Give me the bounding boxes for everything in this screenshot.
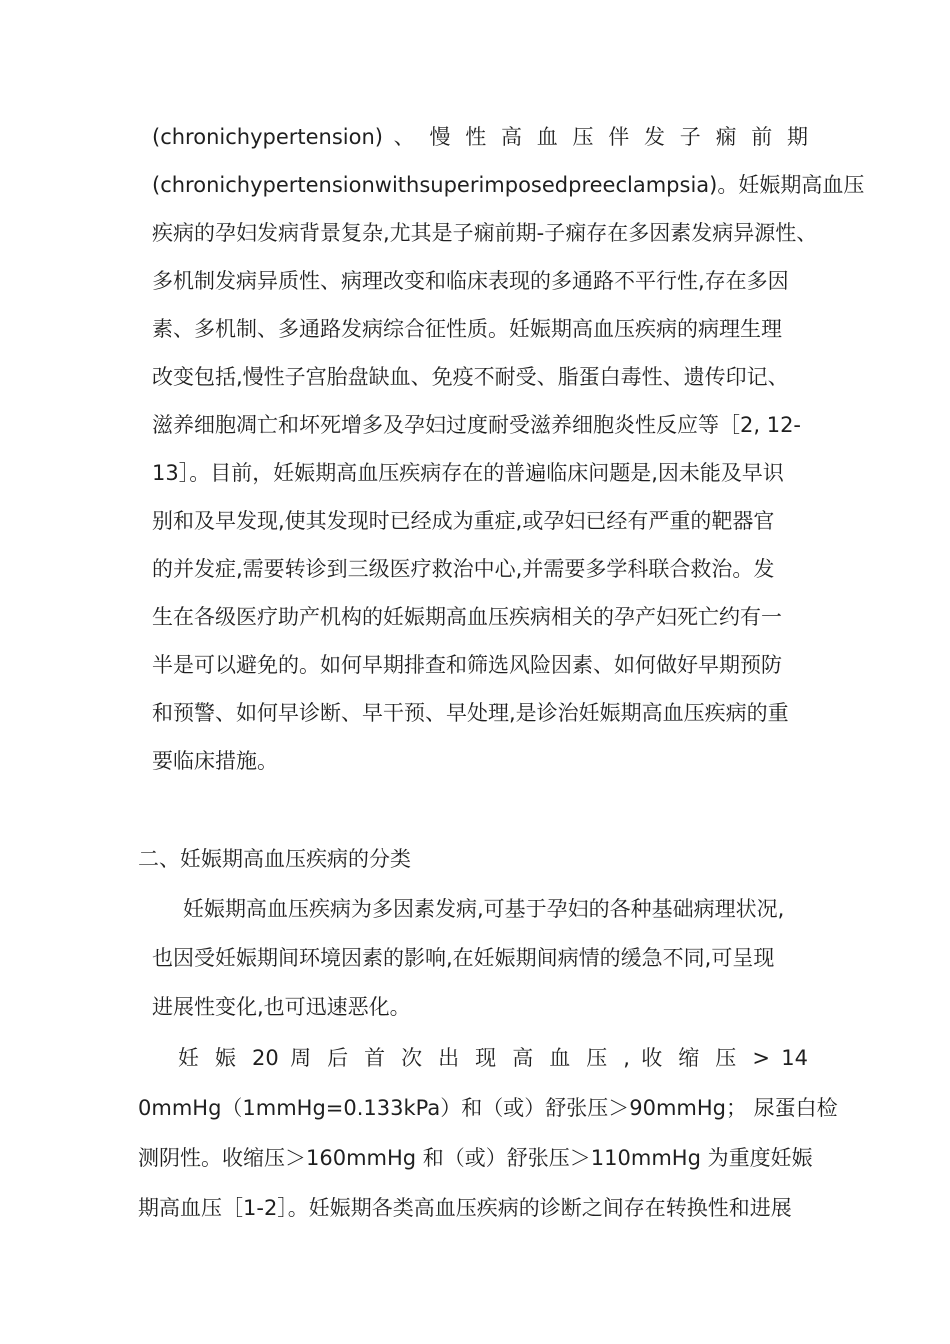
paragraph-1-line-2: (chronichypertensionwithsuperimposedpreeclampsia)。妊娠期高血压	[152, 173, 865, 197]
paragraph-3-line-4: 期高血压［1-2］。妊娠期各类高血压疾病的诊断之间存在转换性和进展	[138, 1196, 792, 1220]
section-heading: 二、妊娠期高血压疾病的分类	[138, 847, 411, 871]
paragraph-1-line-4: 多机制发病异质性、病理改变和临床表现的多通路不平行性,存在多因	[152, 269, 789, 293]
paragraph-1-line-8: 13］。目前，妊娠期高血压疾病存在的普遍临床问题是,因未能及早识	[152, 461, 784, 485]
paragraph-1-line-9: 别和及早发现,使其发现时已经成为重症,或孕妇已经有严重的靶器官	[152, 509, 775, 533]
paragraph-1-line-6: 改变包括,慢性子宫胎盘缺血、免疫不耐受、脂蛋白毒性、遗传印记、	[152, 365, 789, 389]
paragraph-1-line-7: 滋养细胞凋亡和坏死增多及孕妇过度耐受滋养细胞炎性反应等［2, 12-	[152, 413, 802, 437]
paragraph-1-line-10: 的并发症,需要转诊到三级医疗救治中心,并需要多学科联合救治。发	[152, 557, 775, 581]
paragraph-2-line-2: 也因受妊娠期间环境因素的影响,在妊娠期间病情的缓急不同,可呈现	[152, 946, 775, 970]
paragraph-1-line-13: 和预警、如何早诊断、早干预、早处理,是诊治妊娠期高血压疾病的重	[152, 701, 789, 725]
paragraph-2-line-3: 进展性变化,也可迅速恶化。	[152, 995, 411, 1019]
paragraph-1-line-11: 生在各级医疗助产机构的妊娠期高血压疾病相关的孕产妇死亡约有一	[152, 605, 782, 629]
paragraph-3-line-3: 测阴性。收缩压＞160mmHg 和（或）舒张压＞110mmHg 为重度妊娠	[138, 1146, 813, 1170]
paragraph-1-line-1: (chronichypertension) 、 慢 性 高 血 压 伴 发 子 痫 前 期	[152, 125, 808, 149]
paragraph-3-line-2: 0mmHg（1mmHg=0.133kPa）和（或）舒张压＞90mmHg； 尿蛋白检	[138, 1096, 838, 1120]
paragraph-2-line-1: 妊娠期高血压疾病为多因素发病,可基于孕妇的各种基础病理状况,	[183, 897, 785, 921]
paragraph-1-line-12: 半是可以避免的。如何早期排查和筛选风险因素、如何做好早期预防	[152, 653, 782, 677]
paragraph-3-line-1: 妊 娠 20 周 后 首 次 出 现 高 血 压 , 收 缩 压 > 14	[178, 1046, 808, 1070]
paragraph-1-line-14: 要临床措施。	[152, 749, 278, 773]
paragraph-1-line-5: 素、多机制、多通路发病综合征性质。妊娠期高血压疾病的病理生理	[152, 317, 782, 341]
paragraph-1-line-3: 疾病的孕妇发病背景复杂,尤其是子痫前期-子痫存在多因素发病异源性、	[152, 221, 818, 245]
